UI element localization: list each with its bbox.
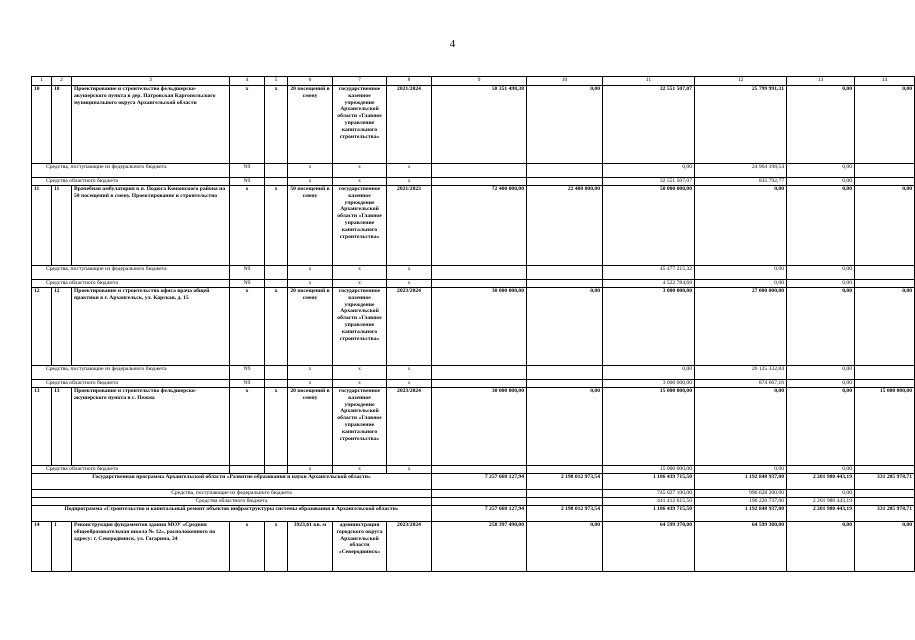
- col-12: 0,00: [695, 466, 787, 474]
- col-6: х: [288, 366, 333, 380]
- column-header: 13: [787, 77, 855, 86]
- col-8: х: [387, 366, 432, 380]
- total-cost: 258 397 490,00: [432, 522, 527, 572]
- column-header: 5: [265, 77, 288, 86]
- customer: государственное казенное учреждение Архангельской области «Главное управление капитального строительства»: [333, 388, 387, 466]
- col-5: [265, 380, 288, 388]
- col-5: х: [265, 86, 288, 164]
- row-number: 10: [32, 86, 52, 164]
- col-4: [230, 466, 265, 474]
- row-subnumber: 1: [52, 522, 72, 572]
- col-14: [855, 380, 915, 388]
- project-row: [32, 288, 915, 366]
- funding-source-name: Средства областного бюджета: [32, 380, 230, 388]
- col-14: 15 000 000,00: [855, 388, 915, 466]
- funding-source-row: [32, 380, 915, 388]
- column-header: 11: [603, 77, 695, 86]
- col-4: N9: [230, 366, 265, 380]
- col-6: х: [288, 380, 333, 388]
- col-13: 0,00: [787, 490, 855, 498]
- col-14: 0,00: [855, 186, 915, 266]
- project-row: [32, 388, 915, 466]
- col-8: х: [387, 266, 432, 280]
- col-14: 0,00: [855, 86, 915, 164]
- object-name: Реконструкция фундаментов здания МОУ «Средняя общеобразовательная школа № 12», расположенного по адресу: г. Северодвинск, ул. Гагарина, 24: [72, 522, 230, 572]
- program-row-title: Государственная программа Архангельской области «Развитие образования и науки Архангельской области»: [32, 474, 432, 490]
- col-12: 64 599 380,00: [695, 522, 787, 572]
- col-4: х: [230, 388, 265, 466]
- row-number: 14: [32, 522, 52, 572]
- col-13: 0,00: [787, 86, 855, 164]
- col-4: N9: [230, 178, 265, 186]
- col-13: 0,00: [787, 522, 855, 572]
- col-13: 0,00: [787, 366, 855, 380]
- program-row-c13: 2 201 980 443,19: [787, 474, 855, 490]
- col-6: х: [288, 164, 333, 178]
- col-13: 0,00: [787, 164, 855, 178]
- col-9: [432, 380, 527, 388]
- col-14: [855, 164, 915, 178]
- funding-source-row: [32, 280, 915, 288]
- col-14: [855, 490, 915, 498]
- col-12: 26 125 332,84: [695, 366, 787, 380]
- col-7: х: [333, 266, 387, 280]
- col-13: 0,00: [787, 388, 855, 466]
- program-funding-row: [32, 490, 915, 498]
- col-7: х: [333, 164, 387, 178]
- col-10: 22 400 000,00: [527, 186, 603, 266]
- col-12: 27 000 000,00: [695, 288, 787, 366]
- col-9: [432, 266, 527, 280]
- col-5: [265, 466, 288, 474]
- program-row-c9: 7 257 668 127,94: [432, 474, 527, 490]
- col-9: [432, 466, 527, 474]
- funding-source-row: [32, 178, 915, 186]
- total-cost: 58 351 498,38: [432, 86, 527, 164]
- col-6: х: [288, 280, 333, 288]
- capacity: 20 посещений в смену: [288, 288, 333, 366]
- column-header: 7: [333, 77, 387, 86]
- col-14: [855, 280, 915, 288]
- subprogram-row-c12: 1 192 848 937,00: [695, 506, 787, 522]
- col-7: х: [333, 280, 387, 288]
- col-10: [527, 266, 603, 280]
- program-row: [32, 474, 915, 490]
- col-14: 0,00: [855, 522, 915, 572]
- col-4: х: [230, 186, 265, 266]
- col-10: [527, 380, 603, 388]
- col-11: 0,00: [603, 164, 695, 178]
- col-10: 0,00: [527, 86, 603, 164]
- subprogram-row-c13: 2 201 980 443,19: [787, 506, 855, 522]
- col-9: [432, 178, 527, 186]
- col-4: х: [230, 86, 265, 164]
- capacity: 3923,61 кв. м: [288, 522, 333, 572]
- col-13: 0,00: [787, 288, 855, 366]
- funding-source-name: Средства, поступающие из федерального бюджета: [32, 164, 230, 178]
- funding-source-name: Средства, поступающие из федерального бюджета: [32, 366, 230, 380]
- col-10: [527, 366, 603, 380]
- col-11: 441 412 615,50: [603, 498, 695, 506]
- customer: государственное казенное учреждение Архангельской области «Главное управление капитального строительства»: [333, 288, 387, 366]
- col-5: х: [265, 388, 288, 466]
- object-name: Проектирование и строительство фельдшерско-акушерского пункта в дер. Патровская Каргопольского муниципального округа Архангельской области: [72, 86, 230, 164]
- col-4: х: [230, 288, 265, 366]
- period: 2023/2024: [387, 388, 432, 466]
- col-12: 0,00: [695, 280, 787, 288]
- funding-source-name: Средства областного бюджета: [32, 498, 432, 506]
- col-10: 0,00: [527, 388, 603, 466]
- col-4: N9: [230, 380, 265, 388]
- col-5: х: [265, 186, 288, 266]
- col-11: 3 000 000,00: [603, 380, 695, 388]
- col-12: 874 667,16: [695, 380, 787, 388]
- col-10: [527, 498, 603, 506]
- object-name: Проектирование и строительство фельдшерско-акушерского пункта в с. Пежма: [72, 388, 230, 466]
- row-number: 13: [32, 388, 52, 466]
- funding-source-name: Средства, поступающие из федерального бюджета: [32, 490, 432, 498]
- col-12: 0,00: [695, 186, 787, 266]
- customer: государственное казенное учреждение Архангельской области «Главное управление капитального строительства»: [333, 86, 387, 164]
- funding-source-name: Средства, поступающие из федерального бюджета: [32, 266, 230, 280]
- col-10: [527, 178, 603, 186]
- col-6: х: [288, 266, 333, 280]
- col-5: [265, 280, 288, 288]
- period: 2023/2024: [387, 288, 432, 366]
- col-13: 0,00: [787, 186, 855, 266]
- col-10: [527, 164, 603, 178]
- object-name: Врачебная амбулатория в п. Подюга Коношского района на 50 посещений в смену. Проектирование и строительство: [72, 186, 230, 266]
- col-14: [855, 178, 915, 186]
- col-5: [265, 164, 288, 178]
- col-10: [527, 490, 603, 498]
- col-10: 0,00: [527, 522, 603, 572]
- column-header: 14: [855, 77, 915, 86]
- col-11: 50 000 000,00: [603, 186, 695, 266]
- row-number: 12: [32, 288, 52, 366]
- subprogram-row-title: Подпрограмма «Строительство и капитальный ремонт объектов инфраструктуры системы образования в Архангельской области»: [32, 506, 432, 522]
- col-10: [527, 466, 603, 474]
- subprogram-row-c14: 331 285 978,71: [855, 506, 915, 522]
- column-header: 6: [288, 77, 333, 86]
- row-subnumber: 13: [52, 388, 72, 466]
- funding-source-row: [32, 466, 915, 474]
- column-header: 10: [527, 77, 603, 86]
- col-11: 15 000 000,00: [603, 388, 695, 466]
- funding-source-row: [32, 266, 915, 280]
- col-12: 996 628 200,00: [695, 490, 787, 498]
- col-13: 0,00: [787, 266, 855, 280]
- row-subnumber: 11: [52, 186, 72, 266]
- row-subnumber: 12: [52, 288, 72, 366]
- funding-source-name: Средства областного бюджета: [32, 466, 230, 474]
- column-header: 3: [72, 77, 230, 86]
- col-8: х: [387, 380, 432, 388]
- col-11: 0,00: [603, 366, 695, 380]
- col-11: 64 599 370,00: [603, 522, 695, 572]
- column-header: 4: [230, 77, 265, 86]
- col-12: 0,00: [695, 388, 787, 466]
- col-7: х: [333, 366, 387, 380]
- col-12: 25 799 991,31: [695, 86, 787, 164]
- col-5: х: [265, 522, 288, 572]
- col-10: 0,00: [527, 288, 603, 366]
- program-row-c14: 331 285 978,71: [855, 474, 915, 490]
- subprogram-row-c11: 1 186 439 715,50: [603, 506, 695, 522]
- program-funding-row: [32, 498, 915, 506]
- total-cost: 30 000 000,00: [432, 288, 527, 366]
- row-subnumber: 10: [52, 86, 72, 164]
- col-4: х: [230, 522, 265, 572]
- col-4: N9: [230, 280, 265, 288]
- col-8: х: [387, 178, 432, 186]
- col-14: 0,00: [855, 288, 915, 366]
- col-8: х: [387, 280, 432, 288]
- col-5: [265, 178, 288, 186]
- col-5: [265, 366, 288, 380]
- col-6: х: [288, 178, 333, 186]
- col-13: 0,00: [787, 178, 855, 186]
- col-11: 32 551 507,07: [603, 178, 695, 186]
- col-10: [527, 280, 603, 288]
- col-4: N9: [230, 266, 265, 280]
- row-number: 11: [32, 186, 52, 266]
- project-row: [32, 86, 915, 164]
- col-8: х: [387, 164, 432, 178]
- col-13: 0,00: [787, 380, 855, 388]
- col-11: 32 551 507,07: [603, 86, 695, 164]
- funding-source-row: [32, 366, 915, 380]
- col-7: х: [333, 380, 387, 388]
- col-14: [855, 266, 915, 280]
- col-14: [855, 366, 915, 380]
- subprogram-row-c9: 7 257 668 127,94: [432, 506, 527, 522]
- project-row: [32, 522, 915, 572]
- col-9: [432, 280, 527, 288]
- col-5: х: [265, 288, 288, 366]
- col-11: 3 000 000,00: [603, 288, 695, 366]
- program-row-c11: 1 186 439 715,50: [603, 474, 695, 490]
- col-14: [855, 498, 915, 506]
- page-number: 4: [449, 38, 456, 50]
- column-header: 1: [32, 77, 52, 86]
- capacity: 50 посещений в смену: [288, 186, 333, 266]
- col-12: 0,00: [695, 266, 787, 280]
- column-header: 2: [52, 77, 72, 86]
- program-row-c10: 2 198 012 973,54: [527, 474, 603, 490]
- object-name: Проектирование и строительство офиса врача общей практики в г. Архангельск, ул. Карская, д. 15: [72, 288, 230, 366]
- subprogram-row-c10: 2 198 012 973,54: [527, 506, 603, 522]
- col-11: 745 027 100,00: [603, 490, 695, 498]
- period: 2021/2024: [387, 86, 432, 164]
- column-header-row: [32, 77, 915, 86]
- column-header: 12: [695, 77, 787, 86]
- col-4: N9: [230, 164, 265, 178]
- col-13: 0,00: [787, 280, 855, 288]
- col-11: 45 477 215,32: [603, 266, 695, 280]
- capacity: 20 посещений в смену: [288, 86, 333, 164]
- col-9: [432, 164, 527, 178]
- column-header: 8: [387, 77, 432, 86]
- col-11: 4 522 784,68: [603, 280, 695, 288]
- funding-source-name: Средства областного бюджета: [32, 280, 230, 288]
- program-row-c12: 1 192 848 937,00: [695, 474, 787, 490]
- col-9: [432, 490, 527, 498]
- period: 2023/2024: [387, 522, 432, 572]
- col-13: 0,00: [787, 466, 855, 474]
- funding-source-name: Средства областного бюджета: [32, 178, 230, 186]
- customer: администрация городского округа Архангельской области «Северодвинск»: [333, 522, 387, 572]
- col-7: х: [333, 466, 387, 474]
- col-8: х: [387, 466, 432, 474]
- col-5: [265, 266, 288, 280]
- column-header: 9: [432, 77, 527, 86]
- col-12: 835 792,77: [695, 178, 787, 186]
- subprogram-row: [32, 506, 915, 522]
- customer: государственное казенное учреждение Архангельской области «Главное управление капитального строительства»: [333, 186, 387, 266]
- period: 2021/2023: [387, 186, 432, 266]
- col-6: х: [288, 466, 333, 474]
- capacity: 20 посещений в смену: [288, 388, 333, 466]
- col-7: х: [333, 178, 387, 186]
- project-row: [32, 186, 915, 266]
- col-11: 15 000 000,00: [603, 466, 695, 474]
- col-14: [855, 466, 915, 474]
- total-cost: 72 400 000,00: [432, 186, 527, 266]
- data-table: [31, 76, 915, 572]
- col-9: [432, 366, 527, 380]
- total-cost: 30 000 000,00: [432, 388, 527, 466]
- col-12: 24 964 198,54: [695, 164, 787, 178]
- col-13: 2 201 980 443,19: [787, 498, 855, 506]
- col-9: [432, 498, 527, 506]
- funding-source-row: [32, 164, 915, 178]
- col-12: 196 220 737,00: [695, 498, 787, 506]
